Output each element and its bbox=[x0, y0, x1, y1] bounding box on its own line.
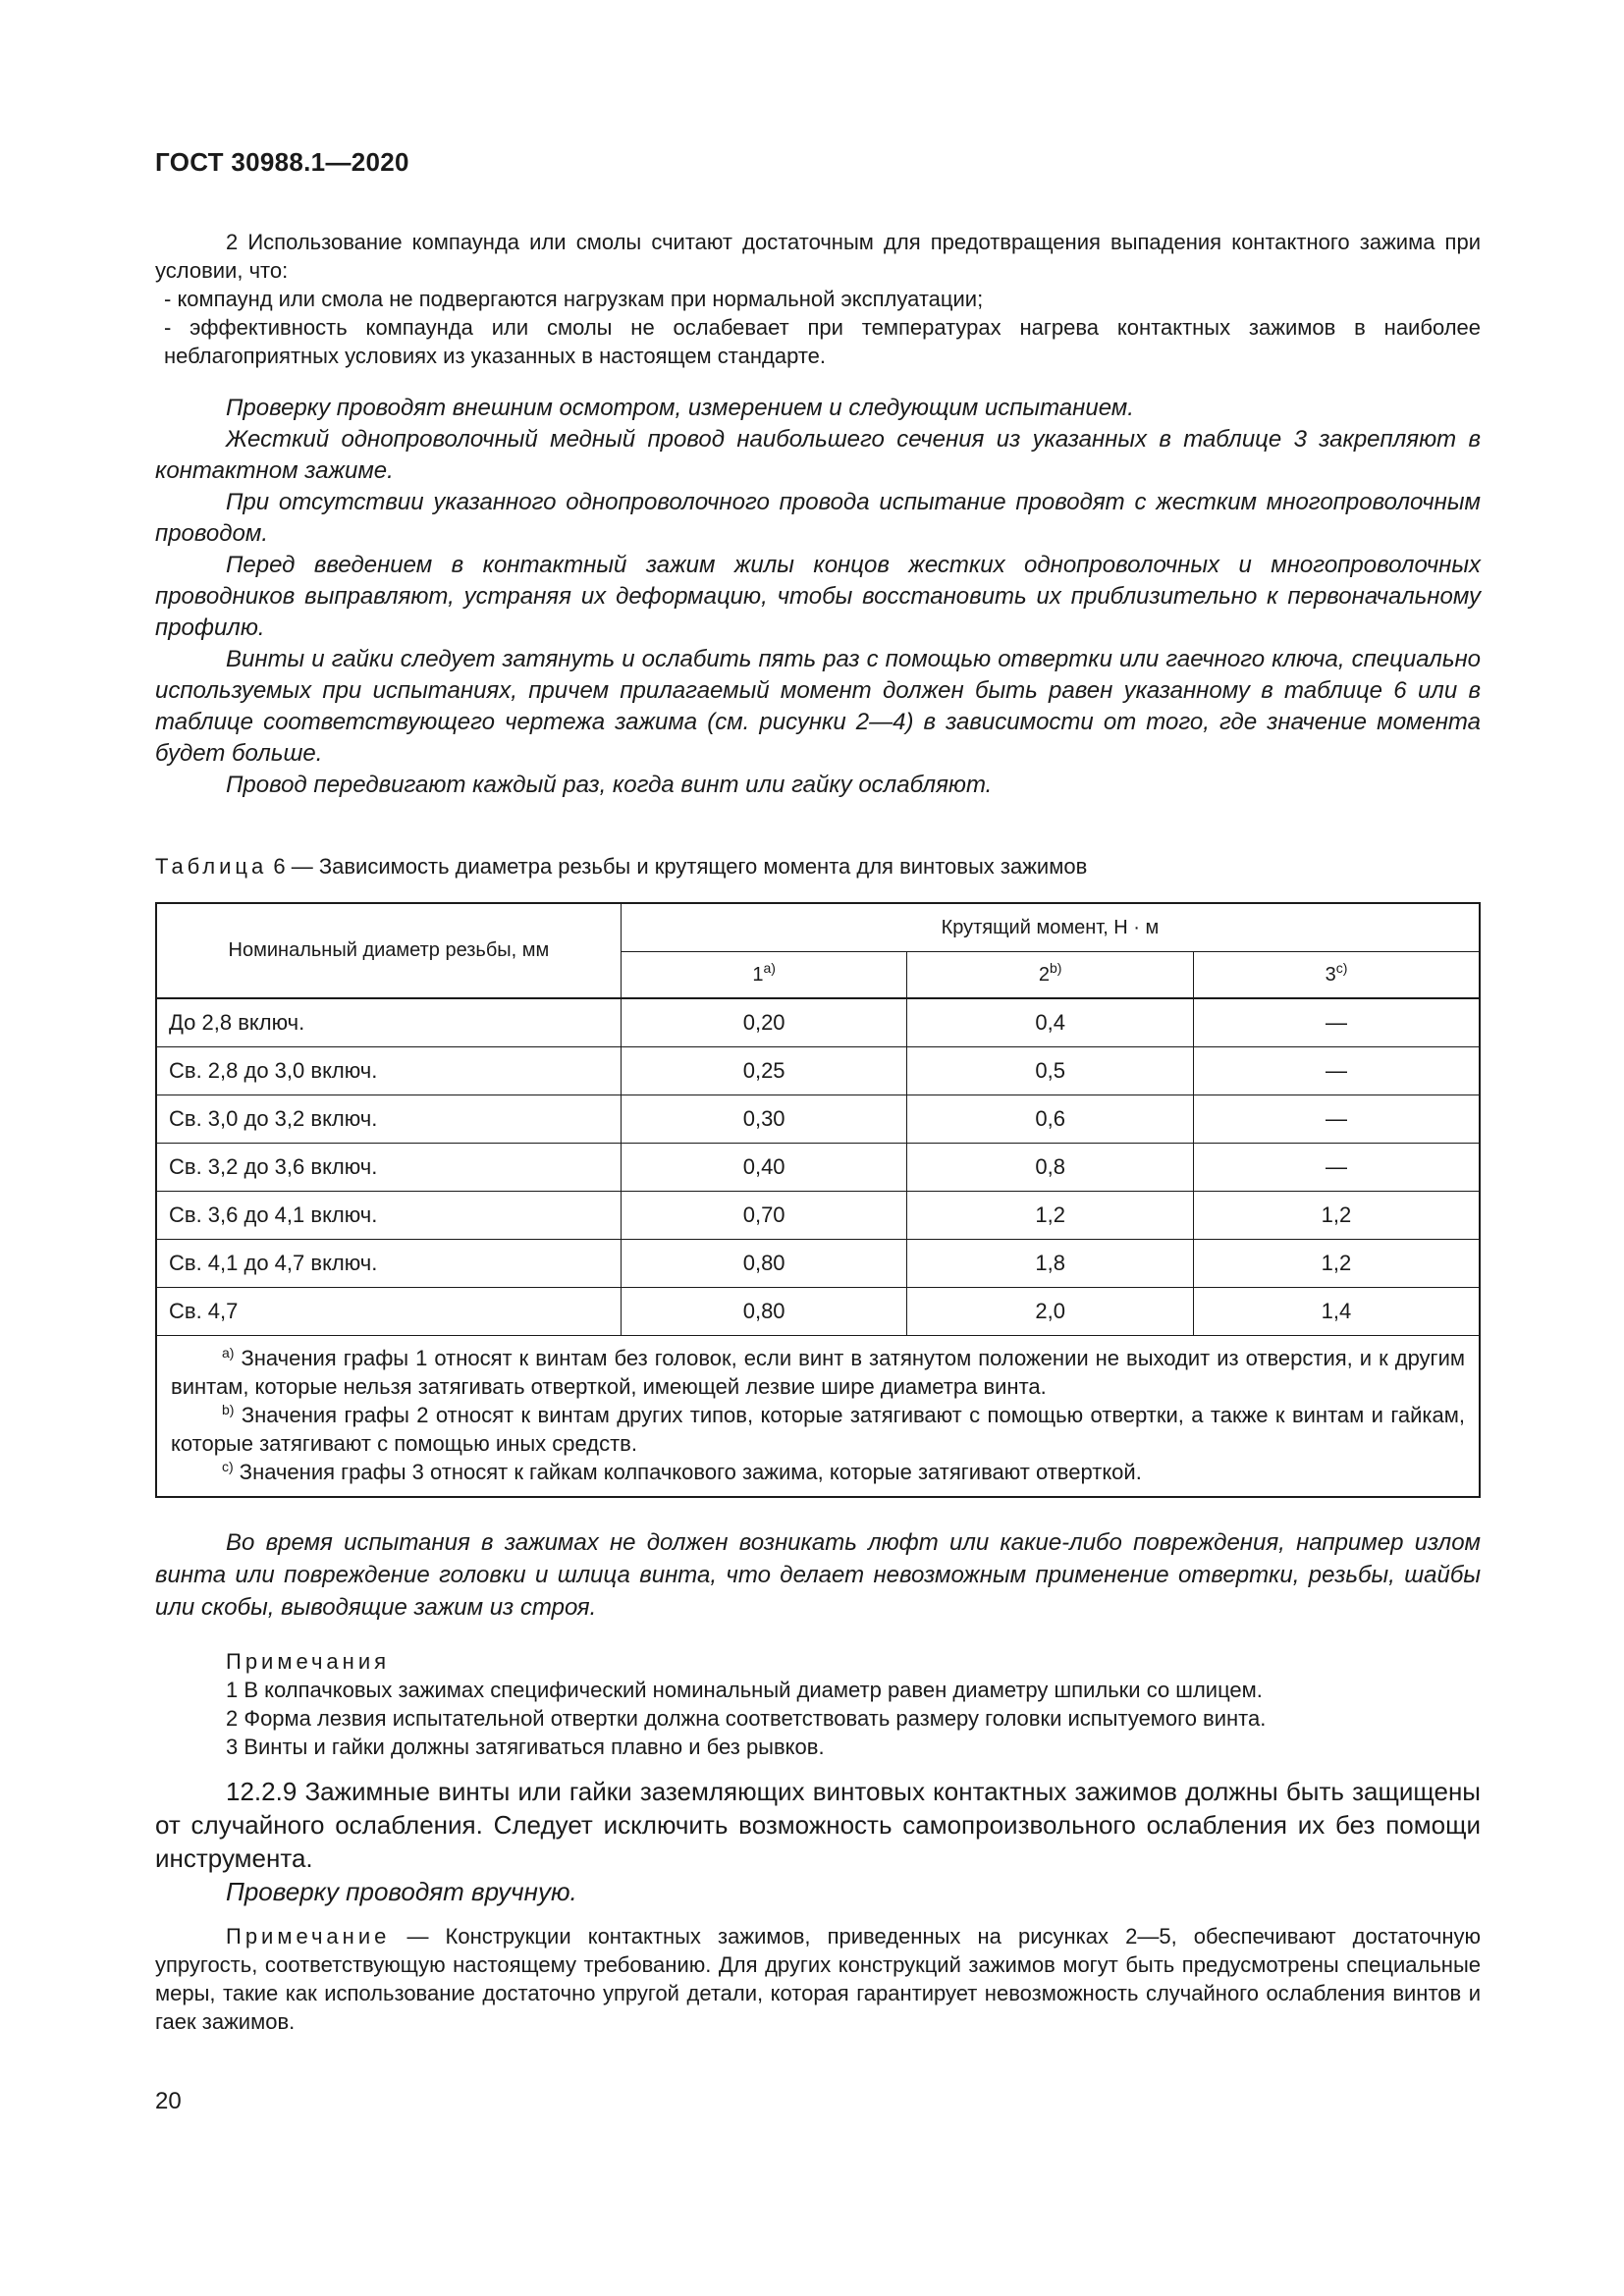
table-row bbox=[156, 1192, 1480, 1240]
table-cell: 0,8 bbox=[907, 1144, 1194, 1192]
section-12-2-9 bbox=[155, 1775, 1481, 1908]
torque-table bbox=[155, 902, 1481, 1498]
table-cell: 1,2 bbox=[907, 1192, 1194, 1240]
final-note-text: Примечание — Конструкции контактных зажимов, приведенных на рисунках 2—5, обеспечивают достаточную упругость, соответствующую настоящему требованию. Для других конструкций зажимов могут быть предусмотрены специальные меры, такие как использование достаточно упругой детали, которая гарантирует невозможность случайного ослабления винтов и гаек зажимов. bbox=[155, 1924, 1481, 2034]
table-cell: 0,40 bbox=[621, 1144, 907, 1192]
table-footnote: $^{a)}$ Значения графы 1 относят к винтам без головок, если винт в затянутом положении не выходит из отверстия, и к другим винтам, которые нельзя затягивать отверткой, имеющей лезвие шире диаметра винта. bbox=[171, 1345, 1465, 1399]
table-caption bbox=[155, 854, 1087, 880]
notes-title: Примечания bbox=[226, 1649, 391, 1674]
table-cell: 0,4 bbox=[907, 998, 1194, 1047]
notes-block bbox=[155, 1647, 1481, 1761]
note-2-text: 2 Использование компаунда или смолы считают достаточным для предотвращения выпадения контактного зажима при условии, что: bbox=[155, 230, 1481, 283]
table-cell: 0,80 bbox=[621, 1288, 907, 1336]
column-header-2: 2$^{b)}$ bbox=[907, 952, 1194, 999]
table-row bbox=[156, 1095, 1480, 1144]
paragraph: Провод передвигают каждый раз, когда винт или гайку ослабляют. bbox=[226, 772, 993, 798]
after-table-text bbox=[155, 1526, 1481, 1624]
note-item: 3 Винты и гайки должны затягиваться плавно и без рывков. bbox=[226, 1735, 825, 1759]
table-footnotes bbox=[156, 1336, 1480, 1498]
note-item: 2 Форма лезвия испытательной отвертки должна соответствовать размеру головки испытуемого винта. bbox=[226, 1706, 1267, 1731]
table-footnote: $^{b)}$ Значения графы 2 относят к винтам других типов, которые затягивают с помощью отвертки, а также к винтам и гайкам, которые затягивают с помощью иных средств. bbox=[171, 1402, 1465, 1456]
note-2-item: - компаунд или смола не подвергаются нагрузкам при нормальной эксплуатации; bbox=[164, 287, 984, 311]
table-cell: 0,70 bbox=[621, 1192, 907, 1240]
table-cell: Св. 2,8 до 3,0 включ. bbox=[156, 1047, 621, 1095]
table-cell: — bbox=[1193, 1095, 1480, 1144]
note-item: 1 В колпачковых зажимах специфический номинальный диаметр равен диаметру шпильки со шлицем. bbox=[226, 1678, 1263, 1702]
test-procedure-text bbox=[155, 393, 1481, 801]
column-header-diameter: Номинальный диаметр резьбы, мм bbox=[156, 903, 621, 998]
table-cell: Св. 4,1 до 4,7 включ. bbox=[156, 1240, 621, 1288]
table-row bbox=[156, 1240, 1480, 1288]
section-text: 12.2.9 Зажимные винты или гайки заземляющих винтовых контактных зажимов должны быть защищены от случайного ослабления. Следует исключить возможность самопроизвольного ослабления их без помощи инструмента. bbox=[155, 1777, 1481, 1873]
table-row bbox=[156, 1144, 1480, 1192]
table-cell: 1,8 bbox=[907, 1240, 1194, 1288]
table-caption-word: Таблица bbox=[155, 854, 268, 879]
paragraph: Жесткий однопроволочный медный провод наибольшего сечения из указанных в таблице 3 закрепляют в контактном зажиме. bbox=[155, 426, 1481, 484]
table-cell: 0,25 bbox=[621, 1047, 907, 1095]
table-cell: Св. 3,2 до 3,6 включ. bbox=[156, 1144, 621, 1192]
table-row bbox=[156, 1047, 1480, 1095]
paragraph: При отсутствии указанного однопроволочного провода испытание проводят с жестким многопроволочным проводом. bbox=[155, 489, 1481, 547]
note-2-block bbox=[155, 228, 1481, 370]
final-note-label: Примечание bbox=[226, 1924, 391, 1949]
table-cell: 0,20 bbox=[621, 998, 907, 1047]
table-cell: 0,5 bbox=[907, 1047, 1194, 1095]
paragraph: Проверку проводят внешним осмотром, измерением и следующим испытанием. bbox=[226, 395, 1134, 421]
note-2-item: - эффективность компаунда или смолы не ослабевает при температурах нагрева контактных зажимов в наиболее неблагоприятных условиях из указанных в настоящем стандарте. bbox=[164, 315, 1481, 368]
table-cell: — bbox=[1193, 1047, 1480, 1095]
column-header-1: 1$^{a)}$ bbox=[621, 952, 907, 999]
table-cell: 2,0 bbox=[907, 1288, 1194, 1336]
section-check: Проверку проводят вручную. bbox=[226, 1877, 577, 1906]
table-footnote: $^{c)}$ Значения графы 3 относят к гайкам колпачкового зажима, которые затягивают отверткой. bbox=[222, 1459, 1142, 1484]
table-row bbox=[156, 998, 1480, 1047]
paragraph: Перед введением в контактный зажим жилы концов жестких однопроволочных и многопроволочных проводников выправляют, устраняя их деформацию, чтобы восстановить их приблизительно к первоначальному профилю. bbox=[155, 552, 1481, 641]
document-header: ГОСТ 30988.1—2020 bbox=[155, 147, 409, 177]
table-cell: Св. 3,0 до 3,2 включ. bbox=[156, 1095, 621, 1144]
final-note bbox=[155, 1922, 1481, 2036]
table-caption-text: 6 — Зависимость диаметра резьбы и крутящего момента для винтовых зажимов bbox=[267, 854, 1088, 879]
paragraph: Винты и гайки следует затянуть и ослабить пять раз с помощью отвертки или гаечного ключа, специально используемых при испытаниях, причем прилагаемый момент должен быть равен указанному в таблице 6 или в таблице соответствующего чертежа зажима (см. рисунки 2—4) в зависимости от того, где значение момента будет больше. bbox=[155, 646, 1481, 767]
page-number: 20 bbox=[155, 2088, 182, 2114]
table-cell: 1,2 bbox=[1193, 1192, 1480, 1240]
table-footnotes-row bbox=[156, 1336, 1480, 1498]
table-cell: 1,2 bbox=[1193, 1240, 1480, 1288]
table-cell: — bbox=[1193, 1144, 1480, 1192]
table-cell: Св. 4,7 bbox=[156, 1288, 621, 1336]
table-cell: 0,80 bbox=[621, 1240, 907, 1288]
table-cell: Св. 3,6 до 4,1 включ. bbox=[156, 1192, 621, 1240]
table-row bbox=[156, 1288, 1480, 1336]
table-cell: 0,6 bbox=[907, 1095, 1194, 1144]
paragraph: Во время испытания в зажимах не должен возникать люфт или какие-либо повреждения, например излом винта или повреждение головки и шлица винта, что делает невозможным применение отвертки, резьбы, шайбы или скобы, выводящие зажим из строя. bbox=[155, 1529, 1481, 1621]
column-header-torque: Крутящий момент, Н · м bbox=[621, 903, 1480, 952]
table-cell: 0,30 bbox=[621, 1095, 907, 1144]
table-cell: До 2,8 включ. bbox=[156, 998, 621, 1047]
table-cell: 1,4 bbox=[1193, 1288, 1480, 1336]
table-cell: — bbox=[1193, 998, 1480, 1047]
column-header-3: 3$^{c)}$ bbox=[1193, 952, 1480, 999]
